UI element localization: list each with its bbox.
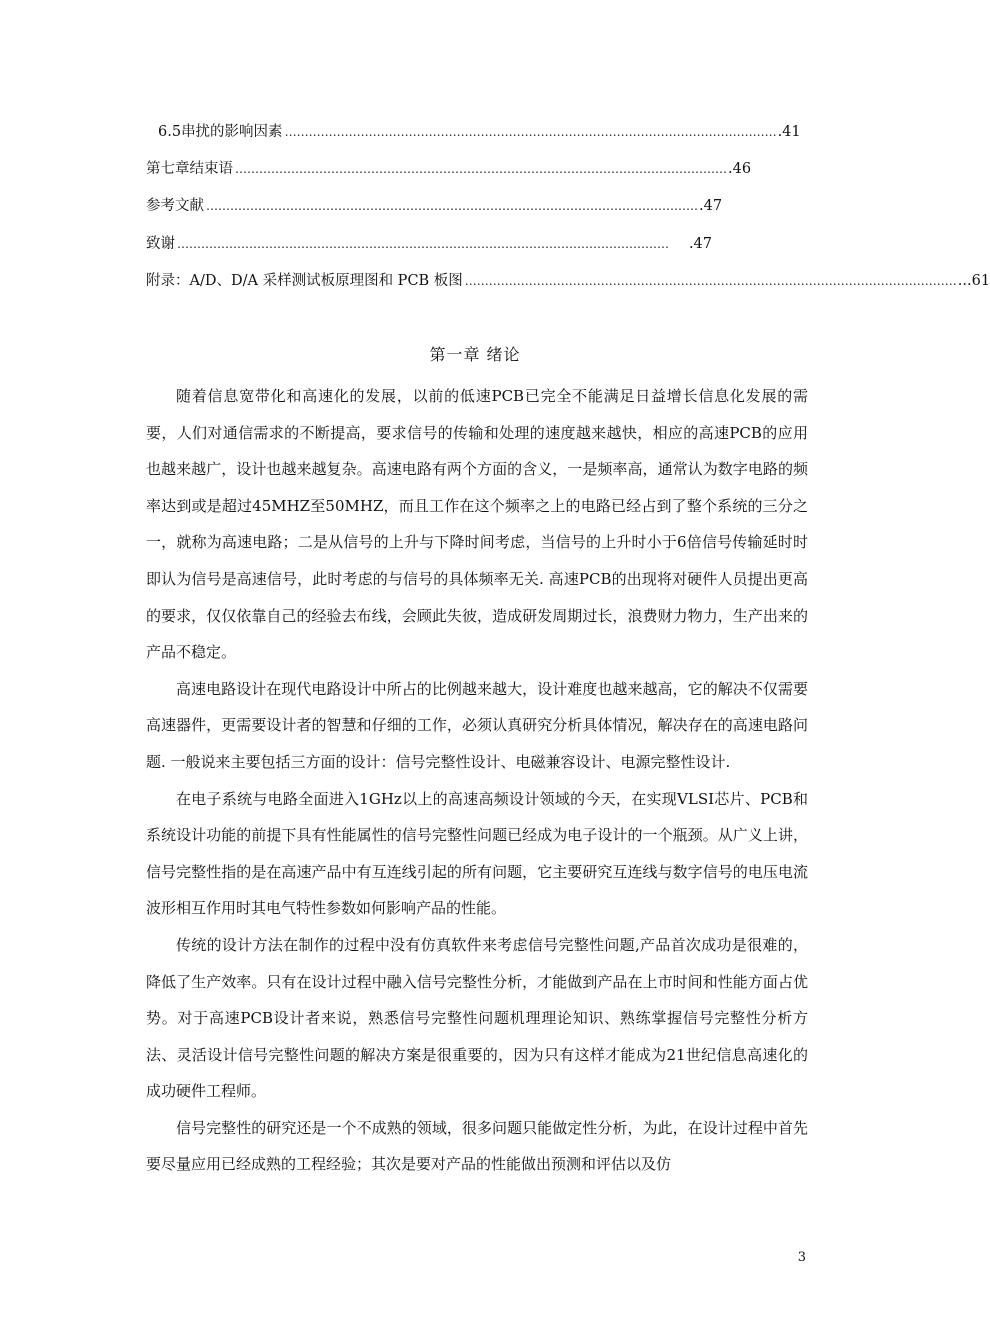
page-number: 3 (797, 1250, 806, 1265)
body-paragraph: 随着信息宽带化和高速化的发展，以前的低速PCB已完全不能满足日益增长信息化发展的需要，人们对通信需求的不断提高，要求信号的传输和处理的速度越来越快，相应的高速PCB的应用也越来越广，设计也越来越复杂。高速电路有两个方面的含义，一是频率高，通常认为数字电路的频率达到或是超过45MHZ至50MHZ，而且工作在这个频率之上的电路已经占到了整个系统的三分之一，就称为高速电路；二是从信号的上升与下降时间考虑，当信号的上升时小于6倍信号传输延时时即认为信号是高速信号，此时考虑的与信号的具体频率无关. 高速PCB的出现将对硬件人员提出更高的要求，仅仅依靠自己的经验去布线，会顾此失彼，造成研发周期过长，浪费财力物力，生产出来的产品不稳定。 (146, 387, 808, 662)
toc-dot-leader: …………………………………………………………………………………………………………… (464, 273, 957, 288)
body-paragraph: 在电子系统与电路全面进入1GHz以上的高速高频设计领域的今天，在实现VLSI芯片、PCB和系统设计功能的前提下具有性能属性的信号完整性问题已经成为电子设计的一个瓶颈。从广义上讲，信号完整性指的是在高速产品中有互连线引起的所有问题，它主要研究互连线与数字信号的电压电流波形相互作用时其电气特性参数如何影响产品的性能。 (146, 789, 808, 918)
toc-entry-page: .41 (777, 124, 801, 140)
toc-entry-page: .46 (728, 161, 752, 178)
toc-entry-page: .47 (688, 235, 712, 252)
toc-entry[interactable] (146, 120, 801, 157)
toc-dot-leader: …………………………………………………………………………………………………………… (235, 162, 727, 177)
body-paragraph: 传统的设计方法在制作的过程中没有仿真软件来考虑信号完整性问题,产品首次成功是很难的，降低了生产效率。只有在设计过程中融入信号完整性分析，才能做到产品在上市时间和性能方面占优势。对于高速PCB设计者来说，熟悉信号完整性问题机理理论知识、熟练掌握信号完整性分析方法、灵活设计信号完整性问题的解决方案是很重要的，因为只有这样才能成为21世纪信息高速化的成功硬件工程师。 (146, 935, 808, 1101)
toc-entry[interactable] (146, 157, 752, 194)
toc-entry-page: ...61 (957, 272, 990, 289)
toc-dot-leader: …………………………………………………………………………………………………………… (206, 199, 698, 214)
toc-entry[interactable] (146, 232, 712, 269)
toc-entry[interactable] (146, 269, 990, 306)
toc-entry-number: 6.5 (158, 124, 182, 140)
toc-dot-leader: …………………………………………………………………………………………………………… (177, 236, 669, 251)
chapter-body (146, 378, 808, 1183)
toc-entry-title: 结束语 (189, 161, 233, 178)
toc-dot-leader: …………………………………………………………………………………………………………… (284, 125, 777, 139)
toc-entry-title: 参考文献 (146, 198, 204, 215)
toc-entry-title: 致谢 (146, 235, 175, 252)
toc-entry-number: 第七章 (146, 161, 190, 178)
toc-entry-title: 串扰的影响因素 (181, 124, 283, 140)
table-of-contents (146, 120, 990, 306)
toc-entry[interactable] (146, 194, 723, 231)
body-paragraph: 高速电路设计在现代电路设计中所占的比例越来越大，设计难度也越来越高，它的解决不仅需要高速器件，更需要设计者的智慧和仔细的工作，必须认真研究分析具体情况，解决存在的高速电路问题. 一般说来主要包括三方面的设计：信号完整性设计、电磁兼容设计、电源完整性设计. (146, 679, 808, 771)
chapter-title: 第一章 绪论 (429, 345, 521, 364)
body-paragraph: 信号完整性的研究还是一个不成熟的领域，很多问题只能做定性分析，为此，在设计过程中首先要尽量应用已经成熟的工程经验；其次是要对产品的性能做出预测和评估以及仿 (146, 1118, 808, 1174)
toc-entry-page: .47 (699, 198, 723, 215)
toc-entry-title: 附录：A/D、D/A 采样测试板原理图和 PCB 板图 (146, 272, 463, 289)
